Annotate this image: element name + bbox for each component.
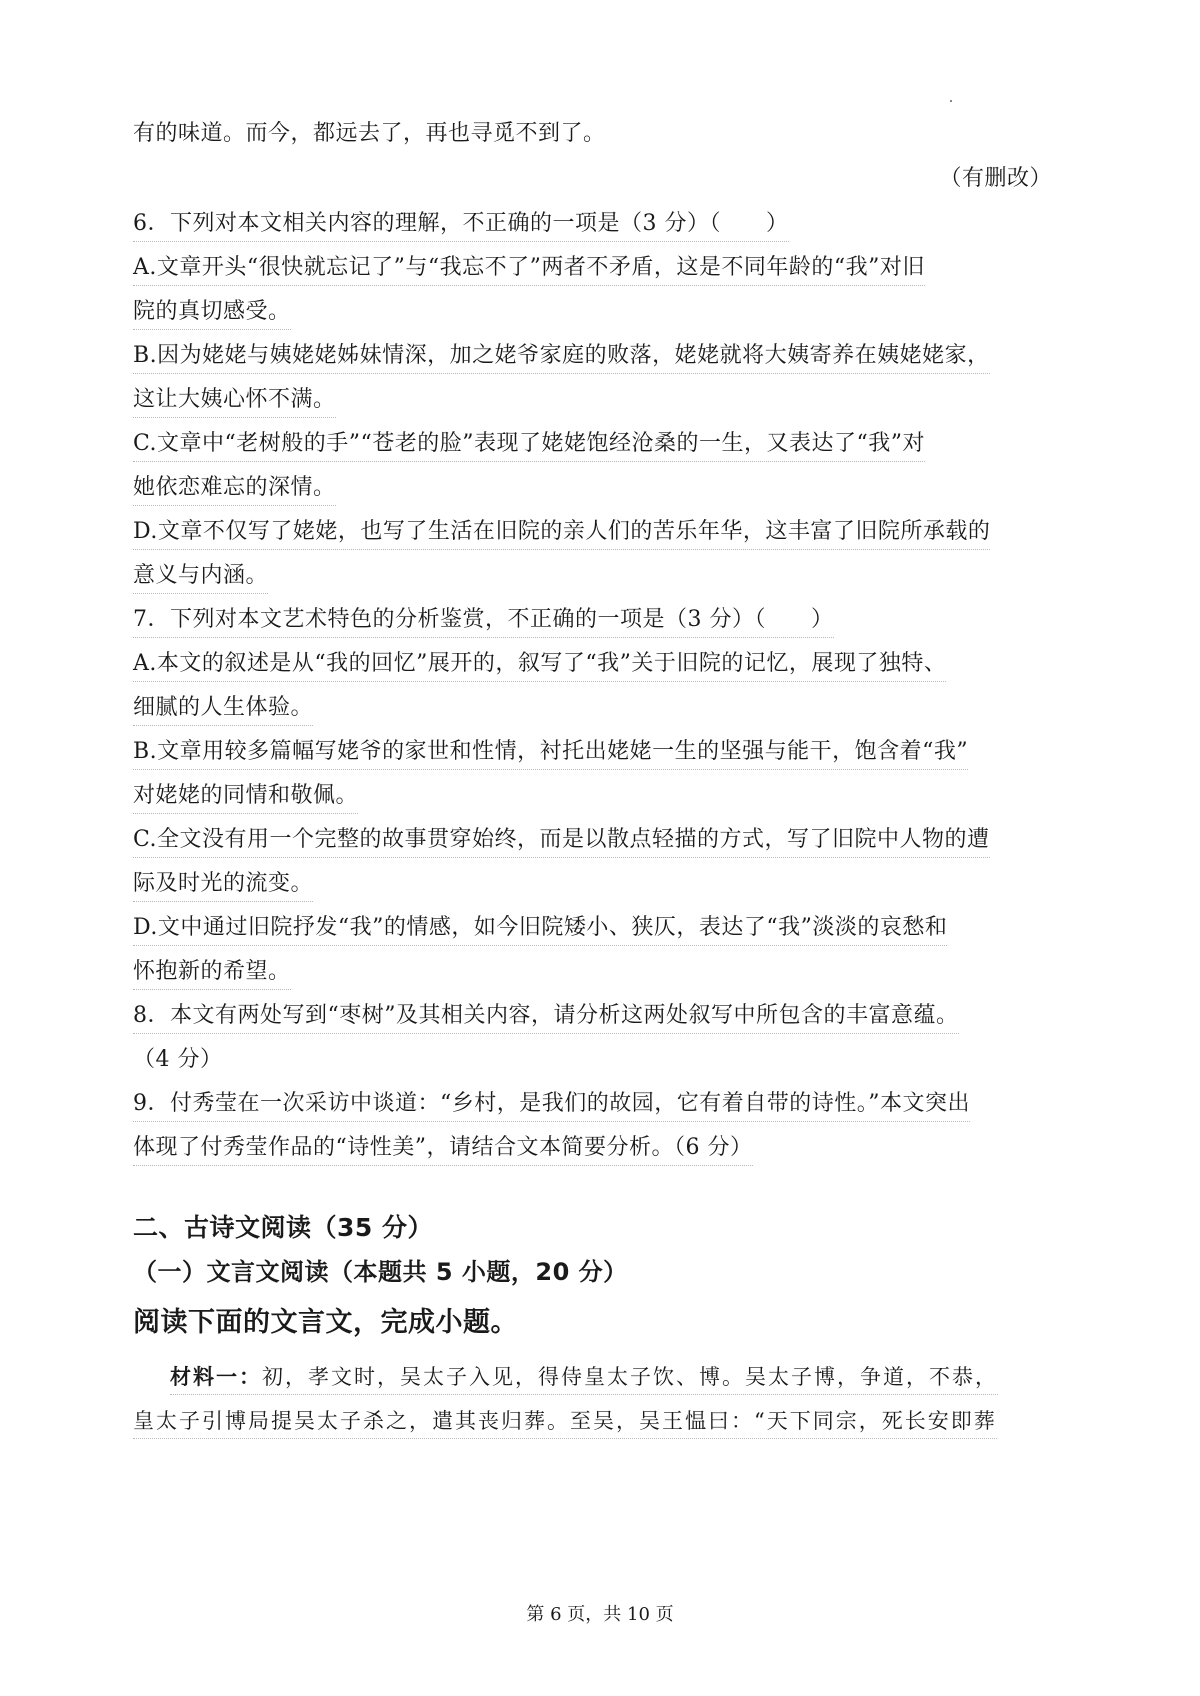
q6-option-b: B.因为姥姥与姨姥姥姊妹情深，加之姥爷家庭的败落，姥姥就将大姨寄养在姨姥姥家， (133, 341, 990, 374)
q7-option-b: B.文章用较多篇幅写姥爷的家世和性情，衬托出姥姥一生的坚强与能干，饱含着“我” (133, 737, 968, 770)
q8-points: （4 分） (133, 1047, 223, 1072)
q7-stem: 7．下列对本文艺术特色的分析鉴赏，不正确的一项是（3 分）（ ） (133, 605, 834, 638)
q9-stem-cont: 体现了付秀莹作品的“诗性美”，请结合文本简要分析。（6 分） (133, 1133, 753, 1166)
scan-speck (950, 100, 952, 102)
q6-stem: 6．下列对本文相关内容的理解，不正确的一项是（3 分）（ ） (133, 209, 789, 242)
subsection-title: （一）文言文阅读（本题共 5 小题，20 分） (133, 1258, 628, 1286)
q8-stem: 8．本文有两处写到“枣树”及其相关内容，请分析这两处叙写中所包含的丰富意蕴。 (133, 1001, 959, 1034)
q7-option-d-cont: 怀抱新的希望。 (133, 957, 291, 990)
material-1-line-2: 皇太子引博局提吴太子杀之，遣其丧归葬。至吴，吴王愠曰：“天下同宗，死长安即葬 (133, 1406, 997, 1439)
q7-option-c-cont: 际及时光的流变。 (133, 869, 313, 902)
q7-option-b-cont: 对姥姥的同情和敬佩。 (133, 781, 358, 814)
q6-option-a-cont: 院的真切感受。 (133, 297, 291, 330)
material-1-text: 初，孝文时，吴太子入见，得侍皇太子饮、博。吴太子博，争道，不恭， (262, 1365, 998, 1389)
q6-option-d-cont: 意义与内涵。 (133, 561, 268, 594)
material-1-label: 材料一： (170, 1364, 262, 1389)
passage-ending: 有的味道。而今，都远去了，再也寻觅不到了。 (133, 121, 606, 146)
reading-instruction: 阅读下面的文言文，完成小题。 (133, 1307, 518, 1338)
q6-option-d: D.文章不仅写了姥姥，也写了生活在旧院的亲人们的苦乐年华，这丰富了旧院所承载的 (133, 517, 990, 550)
q7-option-c: C.全文没有用一个完整的故事贯穿始终，而是以散点轻描的方式，写了旧院中人物的遭 (133, 825, 990, 858)
q6-option-b-cont: 这让大姨心怀不满。 (133, 385, 336, 418)
q7-option-d: D.文中通过旧院抒发“我”的情感，如今旧院矮小、狭仄，表达了“我”淡淡的哀愁和 (133, 913, 947, 946)
section-title: 二、古诗文阅读（35 分） (133, 1213, 433, 1242)
q9-stem: 9．付秀莹在一次采访中谈道：“乡村，是我们的故园，它有着自带的诗性。”本文突出 (133, 1089, 970, 1122)
page-number: 第 6 页，共 10 页 (526, 1604, 674, 1625)
edit-note: （有删改） (939, 166, 1052, 191)
q7-option-a-cont: 细腻的人生体验。 (133, 693, 313, 726)
q6-option-c-cont: 她依恋难忘的深情。 (133, 473, 336, 506)
material-1-line-1 (170, 1362, 998, 1395)
q7-option-a: A.本文的叙述是从“我的回忆”展开的，叙写了“我”关于旧院的记忆，展现了独特、 (133, 649, 946, 682)
q6-option-c: C.文章中“老树般的手”“苍老的脸”表现了姥姥饱经沧桑的一生，又表达了“我”对 (133, 429, 925, 462)
q6-option-a: A.文章开头“很快就忘记了”与“我忘不了”两者不矛盾，这是不同年龄的“我”对旧 (133, 253, 925, 286)
